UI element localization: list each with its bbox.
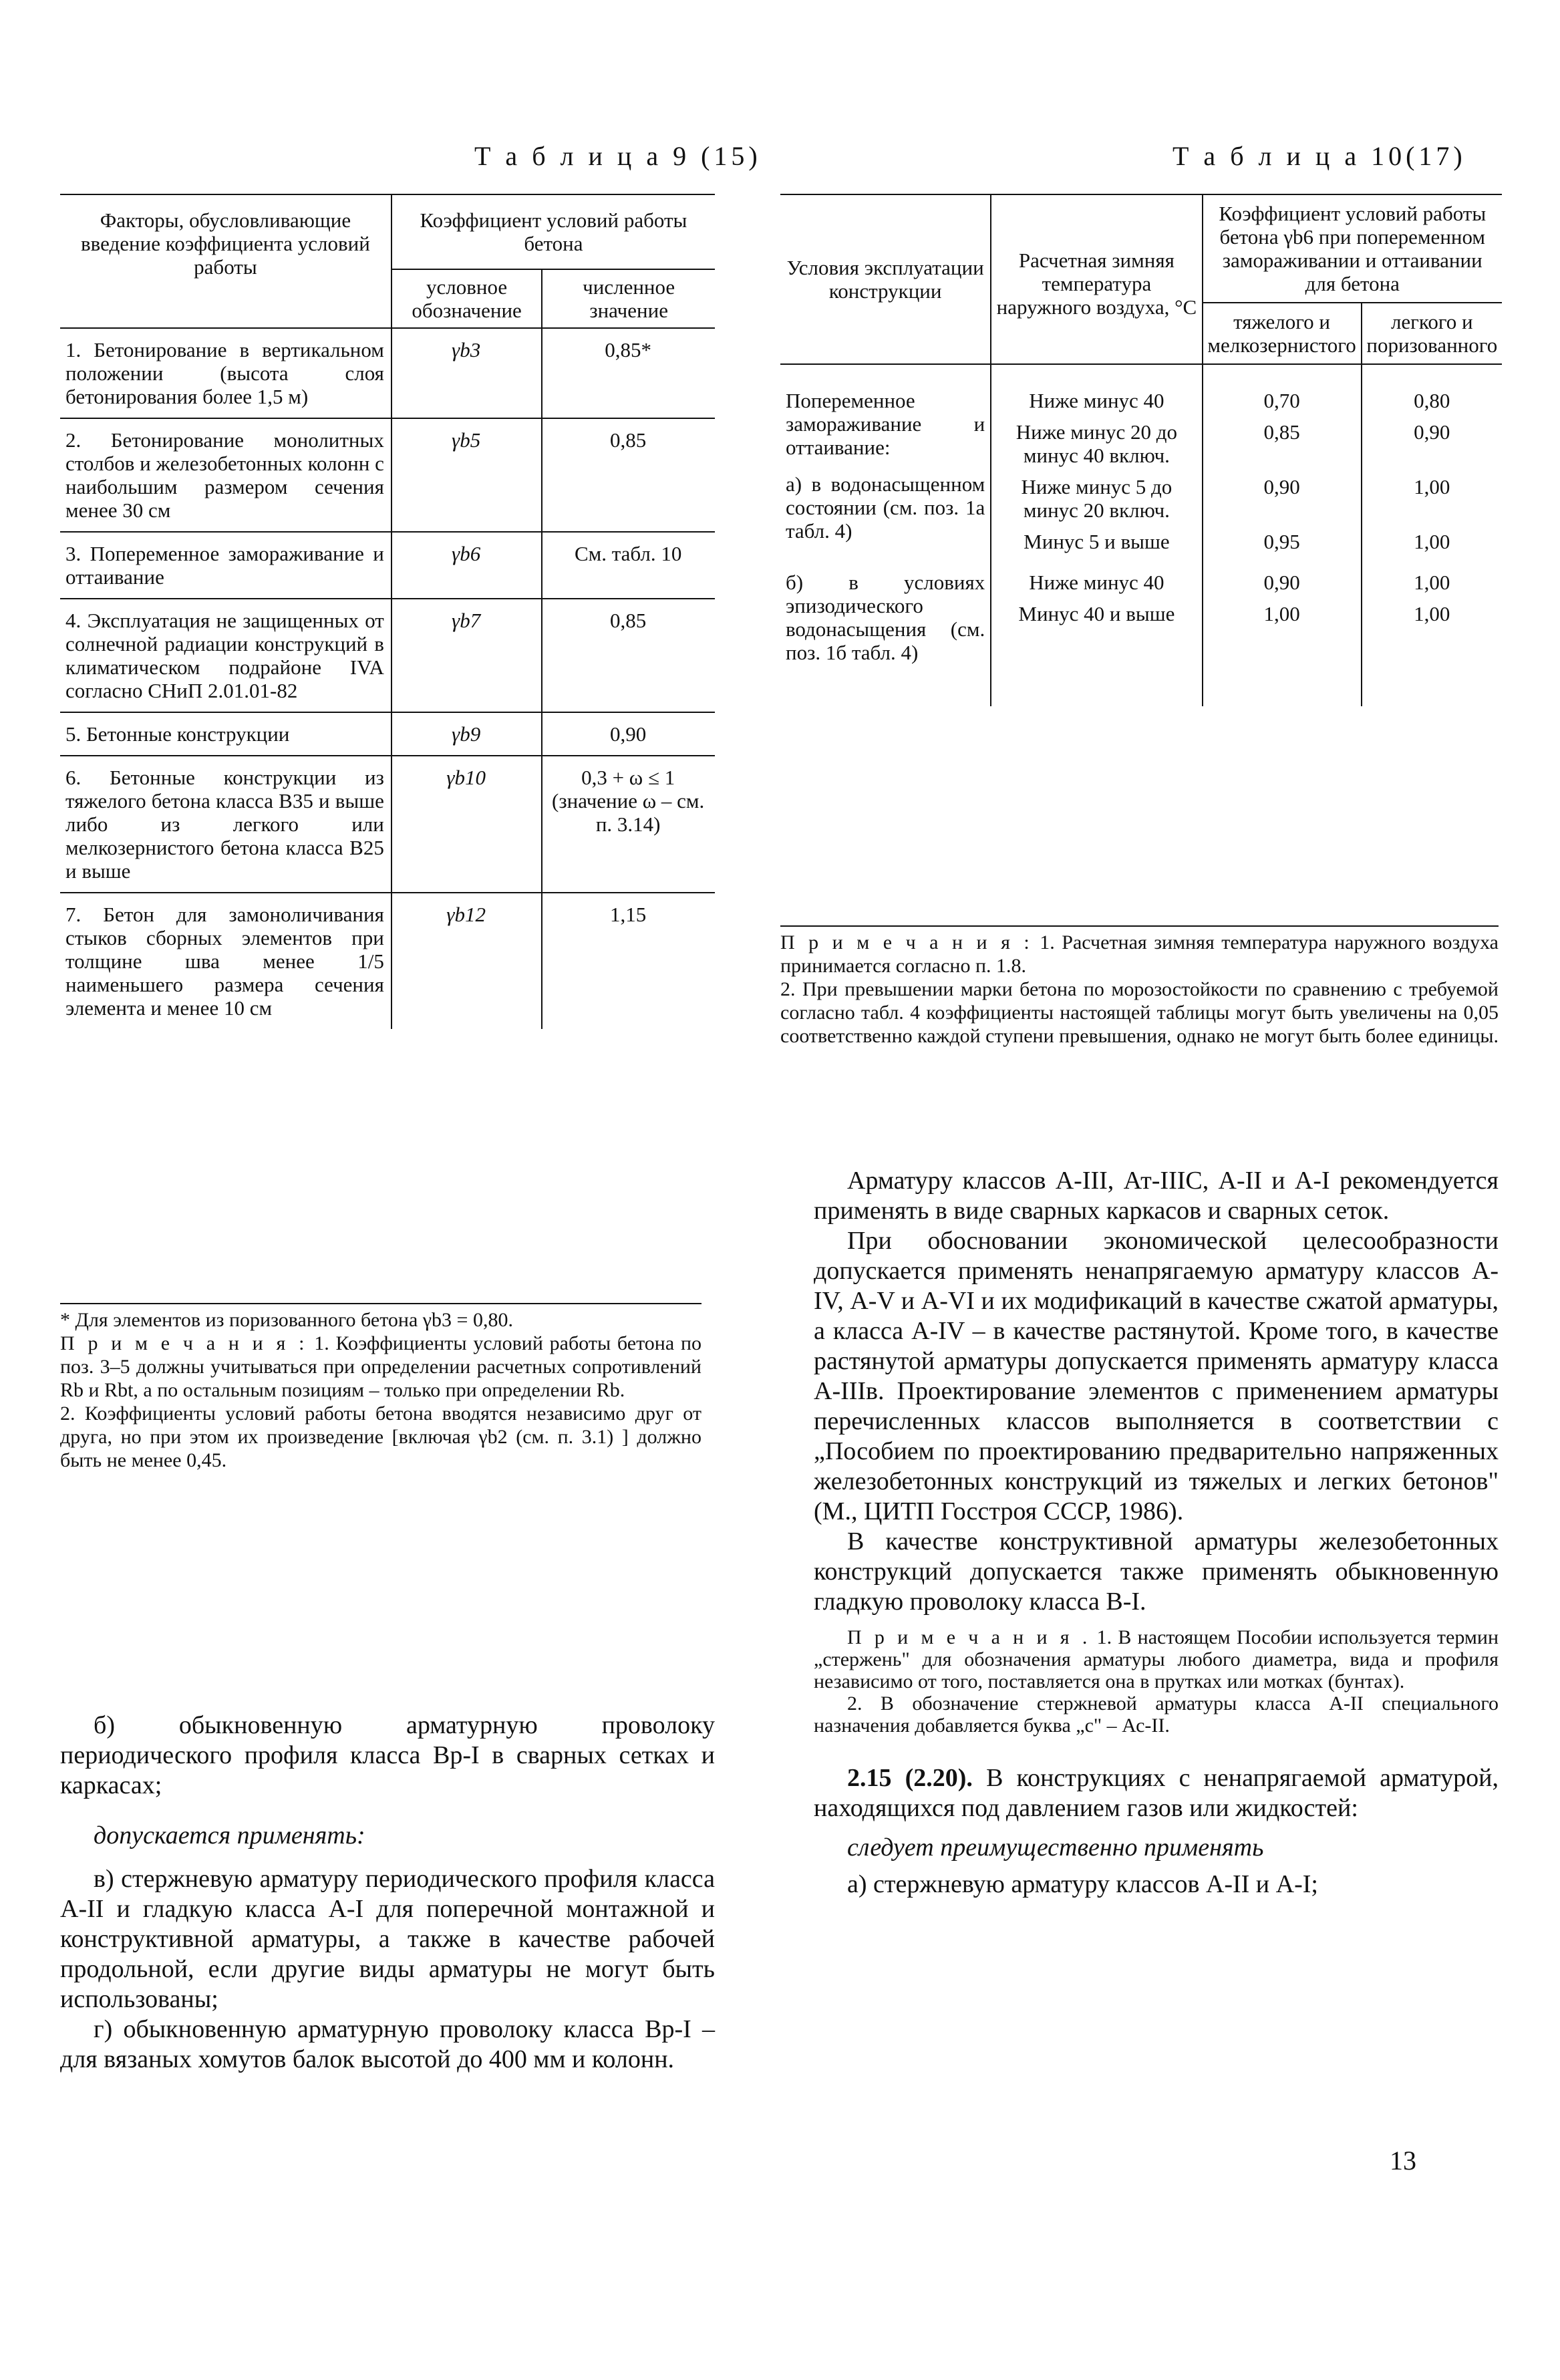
item-g: г) обыкновенную арматурную проволоку класса Вр-I – для вязаных хомутов балок высотой до 400 мм и колонн. [60, 2015, 715, 2073]
right-note2: 2. В обозначение стержневой арматуры класса А-II специального назначения добавляется буква „с" – Ас-II. [814, 1692, 1499, 1737]
table9-row-value: 0,3 + ω ≤ 1 (значение ω – см. п. 3.14) [542, 756, 715, 893]
table-row [60, 599, 715, 712]
table9-row-symbol: γb10 [392, 756, 542, 893]
paragraph: При обосновании экономической целесообразности допускается применять ненапрягаемую арматуру классов А-IV, А-V и А-VI и их модификаций в качестве сжатой арматуры, а класса А-IV – в качестве растянутой. Кроме того, в качестве растянутой арматуры допускается применять арматуру класса А-IIIв. Проектирование элементов с применением арматуры перечисленных классов выполняется в соответствии с „Пособием по проектированию предварительно напряженных железобетонных конструкций из тяжелых и легких бетонов" (М., ЦИТП Госстроя СССР, 1986). [814, 1227, 1499, 1525]
table9-note1: 1. Коэффициенты условий работы бетона по поз. 3–5 должны учитываться при определении расчетных сопротивлений Rb и Rbt, а по остальным позициям – только при определении Rb. [60, 1332, 701, 1401]
table9-row-text: 4. Эксплуатация не защищенных от солнечной радиации конструкций в климатическом подрайоне IVA согласно СНиП 2.01.01-82 [60, 599, 392, 712]
table9-head-coef: Коэффициент условий работы бетона [392, 194, 715, 269]
table10-temp: Ниже минус 40 [991, 364, 1202, 416]
table10-note2: 2. При превышении марки бетона по морозостойкости по сравнению с требуемой согласно табл. 4 коэффициенты настоящей таблицы могут быть увеличены на 0,05 соответственно каждой ступени превышения, однако не могут быть более единицы. [780, 978, 1499, 1047]
table10-temp: Минус 5 и выше [991, 526, 1202, 557]
table10-title: Т а б л и ц а 10(17) [1173, 141, 1466, 171]
table10-heavy: 0,85 [1203, 416, 1362, 471]
item-b: б) обыкновенную арматурную проволоку периодического профиля класса Вр-I в сварных сетках и каркасах; [60, 1711, 715, 1799]
right-notes-label: П р и м е ч а н и я . [847, 1626, 1091, 1648]
table9-row-value: 1,15 [542, 893, 715, 1029]
table-row [60, 532, 715, 599]
table9-row-value: См. табл. 10 [542, 532, 715, 599]
table9-title: Т а б л и ц а 9 (15) [474, 141, 762, 171]
item-a: а) стержневую арматуру классов А-II и А-I; [847, 1870, 1318, 1898]
section-number: 2.15 (2.20). [847, 1764, 973, 1792]
table10-group-a-label: а) в водонасыщенном состоянии (см. поз. 1а табл. 4) [786, 472, 985, 543]
table10-temp: Ниже минус 40 [991, 557, 1202, 598]
table10-heavy: 1,00 [1203, 598, 1362, 706]
table9-row-text: 7. Бетон для замоноличивания стыков сборных элементов при толщине шва менее 1/5 наименьшего размера сечения элемента и менее 10 см [65, 903, 384, 1020]
table9-row-text: 2. Бетонирование монолитных столбов и железобетонных колонн с наибольшим размером сечения менее 30 см [60, 418, 392, 532]
table10-group-a [780, 364, 991, 557]
table9-row-value: 0,85 [542, 418, 715, 532]
table9-row-value: 0,85 [542, 599, 715, 712]
page-number: 13 [1390, 2145, 1416, 2176]
table10-heavy: 0,90 [1203, 471, 1362, 526]
table9-row-value: 0,85* [542, 328, 715, 418]
table10-head-light: легкого и поризованного [1362, 303, 1502, 364]
table10-light: 1,00 [1362, 526, 1502, 557]
section-text: В конструкциях с ненапрягаемой арматурой, находящихся под давлением газов или жидкостей: [814, 1764, 1499, 1822]
table9-row-value: 0,90 [542, 712, 715, 756]
table9-head-value: численное значение [542, 269, 715, 328]
table9-row-symbol: γb7 [392, 599, 542, 712]
table9-notes [60, 1303, 701, 1472]
table10-heavy: 0,90 [1203, 557, 1362, 598]
table-row [60, 712, 715, 756]
paragraph: Арматуру классов А-III, Ат-IIIС, А-II и А-I рекомендуется применять в виде сварных каркасов и сварных сеток. [814, 1167, 1499, 1225]
table10-temp: Ниже минус 5 до минус 20 включ. [991, 471, 1202, 526]
table10-light: 1,00 [1362, 598, 1502, 706]
table10-notes [780, 925, 1499, 1048]
table10 [780, 194, 1502, 706]
item-v: в) стержневую арматуру периодического профиля класса А-II и гладкую класса А-I для поперечной монтажной и конструктивной арматуры, а также в качестве рабочей продольной, если другие виды арматуры не могут быть использованы; [60, 1865, 715, 2013]
table9-head-factors: Факторы, обусловливающие введение коэффициента условий работы [60, 194, 392, 328]
table10-notes-label: П р и м е ч а н и я : [780, 931, 1033, 953]
table10-light: 0,90 [1362, 416, 1502, 471]
table9-row-symbol: γb12 [392, 893, 542, 1029]
table9-row-text: 6. Бетонные конструкции из тяжелого бетона класса В35 и выше либо из легкого или мелкозернистого бетона класса В25 и выше [60, 756, 392, 893]
table10-head-temp: Расчетная зимняя температура наружного воздуха, °С [991, 194, 1202, 364]
table9 [60, 194, 715, 1029]
table10-temp: Минус 40 и выше [991, 598, 1202, 706]
table10-head-coef: Коэффициент условий работы бетона γb6 при попеременном замораживании и оттаивании для бетона [1203, 194, 1502, 303]
table9-row-text: 3. Попеременное замораживание и оттаивание [60, 532, 392, 599]
allowed: допускается применять: [94, 1821, 365, 1849]
table-row [60, 418, 715, 532]
should-use: следует преимущественно применять [847, 1833, 1264, 1862]
table9-row-symbol: γb9 [392, 712, 542, 756]
table10-light: 1,00 [1362, 557, 1502, 598]
table9-row-text: 1. Бетонирование в вертикальном положении (высота слоя бетонирования более 1,5 м) [60, 328, 392, 418]
table9-row-symbol: γb3 [392, 328, 542, 418]
table-row [60, 756, 715, 893]
table9-notes-label: П р и м е ч а н и я : [60, 1332, 308, 1354]
table10-light: 0,80 [1362, 364, 1502, 416]
table9-row-symbol: γb5 [392, 418, 542, 532]
table10-group-label: Попеременное замораживание и оттаивание: [786, 389, 985, 459]
paragraph: В качестве конструктивной арматуры железобетонных конструкций допускается также применять обыкновенную гладкую проволоку класса В-I. [814, 1527, 1499, 1616]
table10-heavy: 0,70 [1203, 364, 1362, 416]
table10-head-conditions: Условия эксплуатации конструкции [780, 194, 991, 364]
table10-head-heavy: тяжелого и мелкозернистого [1203, 303, 1362, 364]
left-body [60, 1710, 715, 2075]
table9-note2: 2. Коэффициенты условий работы бетона вводятся независимо друг от друга, но при этом их произведение [включая γb2 (см. п. 3.1) ] должно быть не менее 0,45. [60, 1402, 701, 1471]
table9-row-text: 5. Бетонные конструкции [60, 712, 392, 756]
table10-heavy: 0,95 [1203, 526, 1362, 557]
table10-group-b-label: б) в условиях эпизодического водонасыщения (см. поз. 1б табл. 4) [786, 571, 985, 664]
table9-head-symbol: условное обозначение [392, 269, 542, 328]
table-row [60, 328, 715, 418]
table9-footnote: * Для элементов из поризованного бетона γb3 = 0,80. [60, 1309, 513, 1331]
table10-temp: Ниже минус 20 до минус 40 включ. [991, 416, 1202, 471]
right-note1: 1. В настоящем Пособии используется термин „стержень" для обозначения арматуры любого диаметра, вида и профиля независимо от того, поставляется она в прутках или мотках (бунтах). [814, 1626, 1499, 1692]
table10-light: 1,00 [1362, 471, 1502, 526]
table10-note1: 1. Расчетная зимняя температура наружного воздуха принимается согласно п. 1.8. [780, 931, 1499, 977]
table-row [60, 893, 715, 1029]
table9-row-symbol: γb6 [392, 532, 542, 599]
right-body [814, 1166, 1499, 1900]
